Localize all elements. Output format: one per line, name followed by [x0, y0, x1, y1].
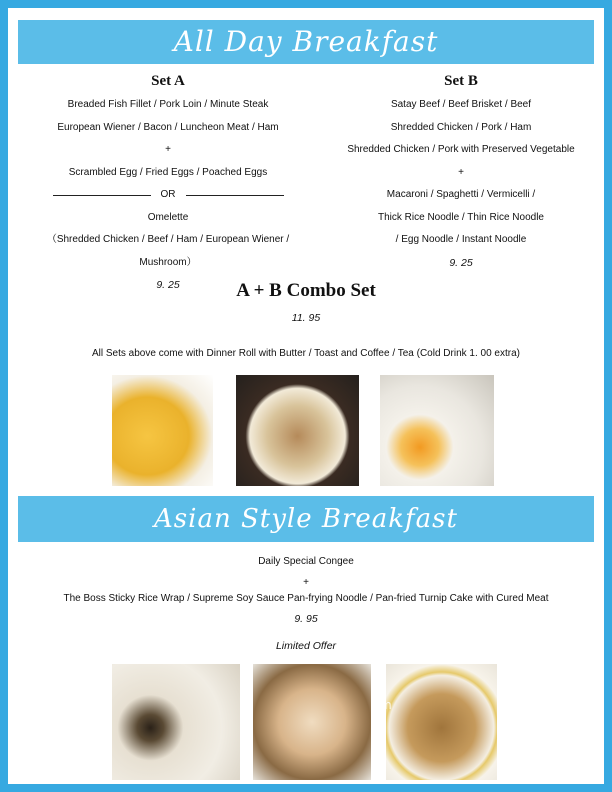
set-a-line-1: Breaded Fish Fillet / Pork Loin / Minute Steak — [67, 99, 269, 110]
set-a-price: 9. 25 — [156, 279, 180, 291]
all-day-breakfast-banner: All Day Breakfast — [18, 20, 594, 64]
divider-rule-right — [186, 195, 284, 196]
or-label: OR — [160, 189, 176, 200]
set-b-line-6: / Egg Noodle / Instant Noodle — [395, 234, 527, 245]
or-divider — [28, 184, 308, 207]
sets-note: All Sets above come with Dinner Roll with Butter / Toast and Coffee / Tea (Cold Drink 1. 00 extra) — [92, 348, 520, 359]
set-a-title: Set A — [151, 73, 185, 89]
set-b-line-2: Shredded Chicken / Pork / Ham — [390, 121, 532, 133]
set-b-line-1: Satay Beef / Beef Brisket / Beef — [390, 99, 532, 110]
asian-line-1: Daily Special Congee — [258, 556, 354, 567]
set-b-line-3: Shredded Chicken / Pork with Preserved Vegetable — [347, 144, 575, 155]
asian-plus: + — [303, 577, 309, 588]
noodle-soup-photo — [236, 375, 359, 486]
set-a-line-3: Scrambled Egg / Fried Eggs / Poached Eggs — [68, 166, 268, 178]
asian-style-breakfast-banner: Asian Style Breakfast — [18, 496, 594, 542]
congee-photo — [112, 664, 240, 780]
poached-egg-photo — [380, 375, 494, 486]
scrambled-egg-photo — [112, 375, 213, 486]
asian-line-2: The Boss Sticky Rice Wrap / Supreme Soy Sauce Pan-frying Noodle / Pan-fried Turnip Cake with Cured Meat — [63, 593, 549, 604]
combo-set-title: A + B Combo Set — [236, 280, 376, 301]
set-b-title: Set B — [444, 73, 478, 89]
watermark: m — [380, 698, 394, 712]
set-b-line-4: Macaroni / Spaghetti / Vermicelli / — [386, 189, 536, 200]
fried-noodle-photo — [386, 664, 497, 780]
set-b-plus: + — [458, 166, 464, 178]
menu-page — [8, 8, 604, 784]
divider-rule-left — [53, 195, 151, 196]
set-a-line-5: （Shredded Chicken / Beef / Ham / European Wiener / Mushroom） — [46, 234, 290, 268]
set-a-column — [28, 70, 308, 297]
asian-price: 9. 95 — [294, 613, 318, 625]
set-b-line-5: Thick Rice Noodle / Thin Rice Noodle — [377, 211, 544, 223]
set-b-price: 9. 25 — [449, 256, 473, 269]
set-a-plus: + — [165, 144, 171, 155]
sticky-rice-wrap-photo — [253, 664, 371, 780]
limited-offer: Limited Offer — [275, 640, 337, 652]
set-b-column — [330, 70, 592, 274]
combo-set-price: 11. 95 — [291, 312, 321, 324]
set-a-line-4: Omelette — [147, 211, 189, 223]
set-a-line-2: European Wiener / Bacon / Luncheon Meat / Ham — [57, 121, 279, 133]
